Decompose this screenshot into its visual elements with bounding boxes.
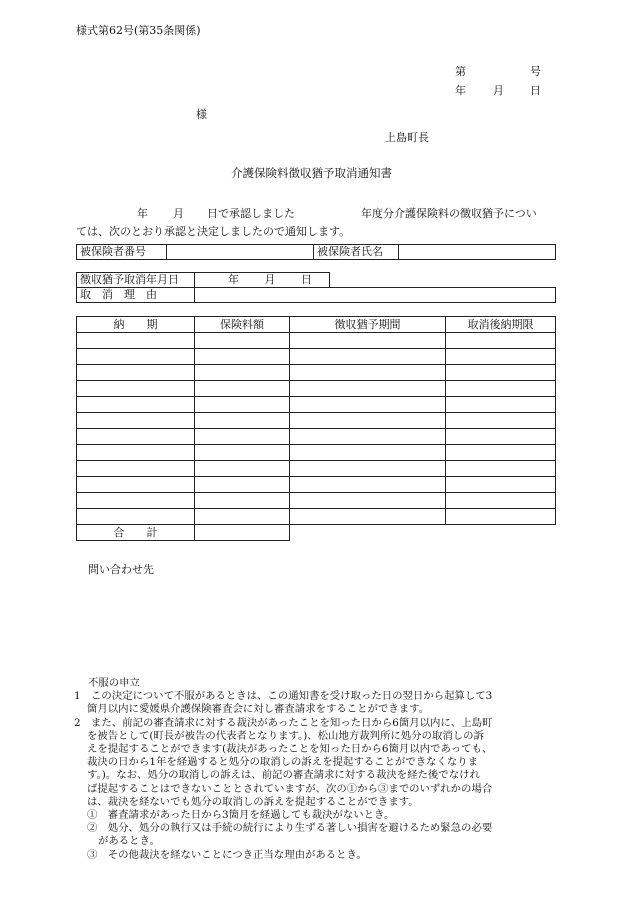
- deferral-period-cell[interactable]: [290, 333, 446, 349]
- deferral-period-cell[interactable]: [290, 381, 446, 397]
- payment-row: [77, 365, 556, 381]
- objection-sub-3: ③ その他裁決を経ないことにつき正当な理由があるとき。: [87, 848, 367, 861]
- document-title: 介護保険料徴収猶予取消通知書: [231, 166, 392, 180]
- addressee-suffix: 様: [196, 108, 207, 121]
- objection-sub-2: ② 処分、処分の執行又は手続の続行により生ずる著しい損害を避けるため緊急の必要: [87, 822, 493, 835]
- premium-amount-cell[interactable]: [195, 413, 290, 429]
- objection-item-2-line: 裁決の日から1年を経過すると処分の取消しの訴えを提起することができなくなりま: [87, 756, 479, 769]
- doc-number-dai: 第: [455, 65, 466, 78]
- intro-year: 年: [137, 207, 148, 220]
- payment-table-header: [77, 317, 556, 333]
- objection-item-1: 1 この決定について不服があるときは、この通知書を受け取った日の翌日から起算して3: [74, 690, 493, 703]
- header-deferral-period: 徴収猶予期間: [290, 317, 446, 333]
- due-date-cell[interactable]: [77, 445, 195, 461]
- deferral-period-cell[interactable]: [290, 397, 446, 413]
- deferral-period-cell[interactable]: [290, 509, 446, 525]
- intro-text-1: 年度分介護保険料の徴収猶予につい: [361, 207, 537, 220]
- cancel-reason-field[interactable]: [195, 288, 556, 303]
- payment-row: [77, 429, 556, 445]
- premium-amount-cell[interactable]: [195, 509, 290, 525]
- payment-row: [77, 445, 556, 461]
- new-due-date-cell[interactable]: [446, 397, 556, 413]
- new-due-date-cell[interactable]: [446, 493, 556, 509]
- total-label: 合 計: [77, 525, 195, 541]
- payment-row: [77, 477, 556, 493]
- header-new-due-date: 取消後納期限: [446, 317, 556, 333]
- deferral-period-cell[interactable]: [290, 429, 446, 445]
- insured-number-label: 被保険者番号: [77, 245, 167, 260]
- due-date-cell[interactable]: [77, 461, 195, 477]
- objection-item-2-line: ば提起することはできないこととされていますが、次の①から③までのいずれかの場合: [87, 782, 493, 795]
- new-due-date-cell[interactable]: [446, 381, 556, 397]
- objection-heading: 不服の申立: [88, 677, 140, 689]
- deferral-period-cell[interactable]: [290, 461, 446, 477]
- cancel-date-label: 徴収猶予取消年月日: [77, 273, 195, 288]
- new-due-date-cell[interactable]: [446, 333, 556, 349]
- due-date-cell[interactable]: [77, 397, 195, 413]
- payment-row: [77, 381, 556, 397]
- cancel-date-year: 年: [228, 273, 239, 286]
- premium-amount-cell[interactable]: [195, 397, 290, 413]
- doc-number-go: 号: [530, 65, 541, 78]
- new-due-date-cell[interactable]: [446, 413, 556, 429]
- due-date-cell[interactable]: [77, 349, 195, 365]
- new-due-date-cell[interactable]: [446, 461, 556, 477]
- new-due-date-cell[interactable]: [446, 429, 556, 445]
- issuer-name: 上島町長: [385, 131, 429, 144]
- premium-amount-cell[interactable]: [195, 445, 290, 461]
- cancel-date-blank: [330, 273, 556, 288]
- objection-item-2-line: えを提起することができます(裁決があったことを知った日から6箇月以内であっても、: [87, 743, 493, 756]
- due-date-cell[interactable]: [77, 509, 195, 525]
- header-premium-amount: 保険料額: [195, 317, 290, 333]
- date-month: 月: [493, 84, 504, 97]
- cancel-date-month: 月: [264, 273, 276, 286]
- objection-item-2-line: す。)。なお、処分の取消しの訴えは、前記の審査請求に対する裁決を経た後でなけれ: [87, 769, 480, 782]
- premium-amount-cell[interactable]: [195, 381, 290, 397]
- objection-item-2: 2 また、前記の審査請求に対する裁決があったことを知った日から6箇月以内に、上島町: [74, 716, 493, 729]
- objection-item-2-line: を被告として(町長が被告の代表者となります。)、松山地方裁判所に処分の取消しの訴: [87, 729, 484, 742]
- deferral-period-cell[interactable]: [290, 349, 446, 365]
- intro-text-2: ては、次のとおり承認と決定しましたので通知します。: [76, 225, 351, 238]
- new-due-date-cell[interactable]: [446, 365, 556, 381]
- deferral-period-cell[interactable]: [290, 365, 446, 381]
- new-due-date-cell[interactable]: [446, 509, 556, 525]
- deferral-period-cell[interactable]: [290, 477, 446, 493]
- premium-amount-cell[interactable]: [195, 365, 290, 381]
- new-due-date-cell[interactable]: [446, 477, 556, 493]
- due-date-cell[interactable]: [77, 429, 195, 445]
- form-label: 様式第62号(第35条関係): [76, 24, 201, 37]
- due-date-cell[interactable]: [77, 493, 195, 509]
- due-date-cell[interactable]: [77, 365, 195, 381]
- payment-row: [77, 461, 556, 477]
- insured-table: [76, 244, 556, 260]
- total-row: [77, 525, 556, 541]
- intro-day-text: 日で承認しました: [207, 207, 295, 220]
- payment-row: [77, 413, 556, 429]
- objection-item-1-cont: 箇月以内に愛媛県介護保険審査会に対し審査請求をすることができます。: [87, 703, 430, 716]
- date-day: 日: [530, 84, 541, 97]
- deferral-period-cell[interactable]: [290, 445, 446, 461]
- premium-amount-cell[interactable]: [195, 461, 290, 477]
- intro-month: 月: [173, 207, 184, 220]
- header-due-date: 納 期: [77, 317, 195, 333]
- insured-name-label: 被保険者氏名: [314, 245, 399, 260]
- cancel-date-field[interactable]: [195, 273, 330, 288]
- deferral-period-cell[interactable]: [290, 493, 446, 509]
- due-date-cell[interactable]: [77, 381, 195, 397]
- objection-item-2-line: は、裁決を経ないでも処分の取消しの訴えを提起することができます。: [87, 795, 419, 808]
- payment-row: [77, 397, 556, 413]
- premium-amount-cell[interactable]: [195, 349, 290, 365]
- objection-sub-2-cont: があるとき。: [98, 835, 160, 848]
- due-date-cell[interactable]: [77, 477, 195, 493]
- payment-row: [77, 509, 556, 525]
- insured-number-field[interactable]: [167, 245, 314, 260]
- new-due-date-cell[interactable]: [446, 349, 556, 365]
- total-blank: [290, 525, 446, 541]
- premium-amount-cell[interactable]: [195, 493, 290, 509]
- cancel-date-day: 日: [301, 273, 312, 286]
- payment-row: [77, 349, 556, 365]
- cancel-table: [76, 272, 556, 303]
- cancel-reason-label: 取 消 理 由: [77, 288, 195, 303]
- due-date-cell[interactable]: [77, 333, 195, 349]
- objection-sub-1: ① 審査請求があった日から3箇月を経過しても裁決がないとき。: [87, 809, 395, 822]
- new-due-date-cell[interactable]: [446, 445, 556, 461]
- total-amount-field[interactable]: [195, 525, 290, 541]
- payment-row: [77, 493, 556, 509]
- objection-notes: [74, 677, 560, 862]
- due-date-cell[interactable]: [77, 413, 195, 429]
- premium-amount-cell[interactable]: [195, 333, 290, 349]
- total-blank-2: [446, 525, 556, 541]
- deferral-period-cell[interactable]: [290, 413, 446, 429]
- premium-amount-cell[interactable]: [195, 477, 290, 493]
- payment-row: [77, 333, 556, 349]
- contact-label: 問い合わせ先: [88, 563, 154, 576]
- payment-table: [76, 316, 556, 541]
- date-year: 年: [455, 84, 466, 97]
- premium-amount-cell[interactable]: [195, 429, 290, 445]
- insured-name-field[interactable]: [399, 245, 556, 260]
